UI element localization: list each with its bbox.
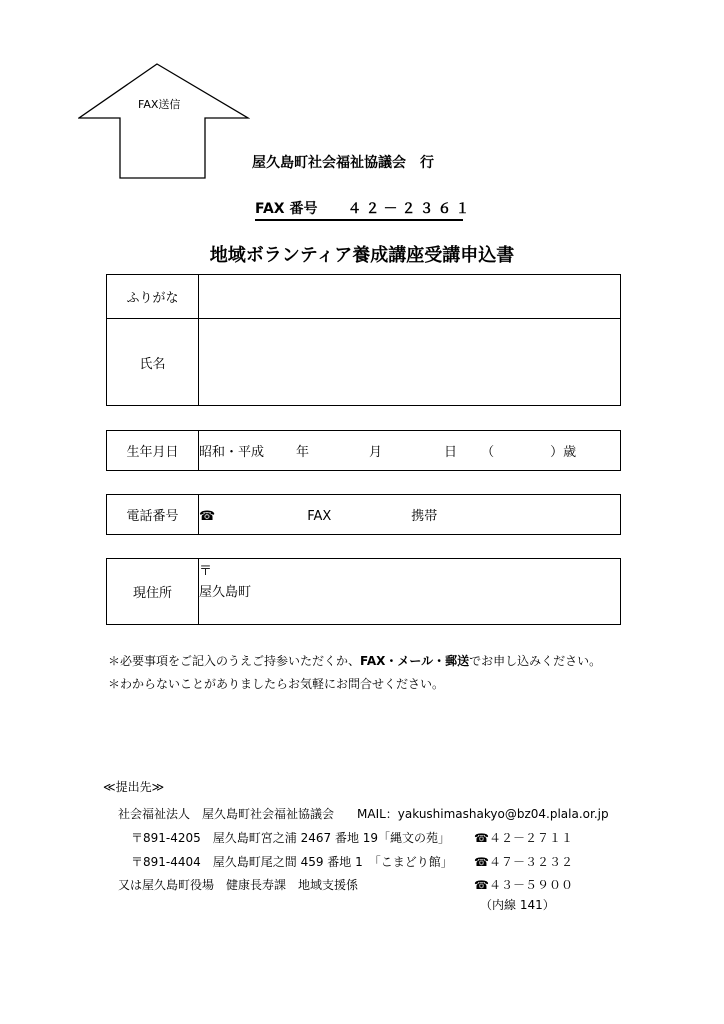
birth-year: 年 bbox=[296, 445, 310, 460]
phone-icon: ☎ bbox=[199, 509, 216, 524]
note-1-text: ＊必要事項をご記入のうえご持参いただくか、 bbox=[108, 654, 361, 668]
page-title: 地域ボランティア養成講座受講申込書 bbox=[209, 245, 515, 266]
furigana-label: ふりがな bbox=[107, 275, 199, 319]
note-line-1 bbox=[108, 652, 601, 669]
fax-label: FAX 番号 bbox=[255, 201, 318, 217]
submission-mail[interactable]: MAIL：yakushimashakyo@bz04.plala.or.jp bbox=[357, 807, 609, 821]
birth-paren-open: （ bbox=[481, 445, 495, 460]
fax-number-line bbox=[255, 198, 474, 221]
phone-label: 電話番号 bbox=[107, 495, 199, 535]
name-table bbox=[106, 274, 621, 406]
recipient: 屋久島町社会福祉協議会 行 bbox=[252, 155, 434, 171]
submission-address-3: 又は屋久島町役場 健康長寿課 地域支援係 bbox=[118, 878, 359, 892]
submission-org: 社会福祉法人 屋久島町社会福祉協議会 bbox=[118, 807, 335, 821]
submission-address-1: 〒891-4205 屋久島町宮之浦 2467 番地 19「縄文の苑」 bbox=[131, 831, 451, 845]
birth-label: 生年月日 bbox=[107, 431, 199, 471]
birth-field[interactable] bbox=[199, 431, 621, 471]
arrow-label: FAX送信 bbox=[138, 98, 181, 111]
address-label: 現住所 bbox=[107, 559, 199, 625]
birth-era: 昭和・平成 bbox=[199, 445, 265, 460]
birth-month: 月 bbox=[369, 445, 383, 460]
phone-table bbox=[106, 494, 621, 535]
address-town: 屋久島町 bbox=[199, 585, 252, 600]
submission-tel-2: ☎４７－３２３２ bbox=[474, 855, 573, 869]
furigana-field[interactable] bbox=[199, 275, 621, 319]
address-field[interactable] bbox=[199, 559, 621, 625]
birth-day: 日 bbox=[444, 445, 458, 460]
name-label: 氏名 bbox=[107, 319, 199, 406]
fax-arrow-icon bbox=[78, 63, 250, 179]
submission-tel-1: ☎４２－２７１１ bbox=[474, 831, 573, 845]
address-table bbox=[106, 558, 621, 625]
phone-mobile-label: 携帯 bbox=[411, 509, 438, 524]
submission-address-2: 〒891-4404 屋久島町尾之間 459 番地 1 「こまどり館」 bbox=[131, 855, 453, 869]
birth-table bbox=[106, 430, 621, 471]
submission-heading: ≪提出先≫ bbox=[103, 780, 165, 794]
birth-age: ）歳 bbox=[550, 445, 577, 460]
note-line-2: ＊わからないことがありましたらお気軽にお問合せください。 bbox=[108, 677, 445, 691]
postal-mark: 〒 bbox=[199, 564, 213, 579]
note-1-bold: FAX・メール・郵送 bbox=[360, 654, 470, 668]
submission-tel-3: ☎４３－５９００ bbox=[474, 878, 573, 892]
phone-fax-label: FAX bbox=[307, 509, 332, 524]
note-1-end: でお申し込みください。 bbox=[469, 654, 602, 668]
name-field[interactable] bbox=[199, 319, 621, 406]
submission-extension: （内線 141） bbox=[480, 898, 555, 912]
fax-number: ４２－２３６１ bbox=[347, 201, 474, 217]
phone-field[interactable] bbox=[199, 495, 621, 535]
